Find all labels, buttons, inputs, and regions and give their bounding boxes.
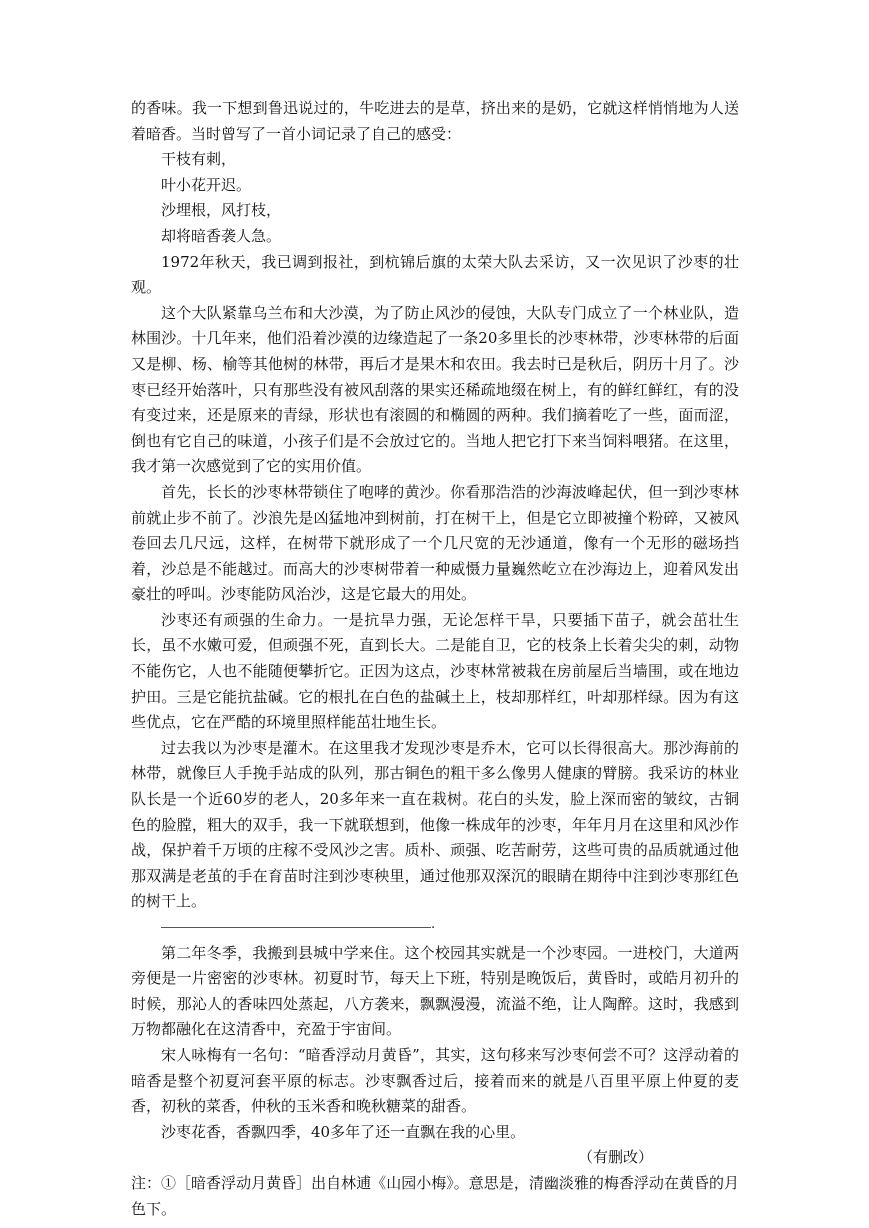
paragraph-1: 1972年秋天，我已调到报社，到杭锦后旗的太荣大队去采访，又一次见识了沙枣的壮观。	[131, 252, 739, 297]
paragraph-0: 的香味。我一下想到鲁迅说过的，牛吃进去的是草，挤出来的是奶，它就这样悄悄地为人送着暗香。当时曾写了一首小词记录了自己的感受：	[131, 99, 739, 143]
abridged-note: （有删改）	[577, 1148, 653, 1167]
blank-period: .	[431, 917, 436, 932]
paragraph-5: 过去我以为沙枣是灌木。在这里我才发现沙枣是乔木，它可以长得很高大。那沙海前的林带，就像巨人手挽手站成的队列，那古铜色的粗干多么像男人健康的臂膀。我采访的林业队长是一个近60岁的老人，20多年来一直在栽树。花白的头发，脸上深而密的皱纹，古铜色的脸膛，粗大的双手，我一下就联想到，他像一株成年的沙枣，年年月月在这里和风沙作战，保护着千万顷的庄稼不受风沙之害。质朴、顽强、吃苦耐劳，这些可贵的品质就通过他那双满是老茧的手在育苗时注到沙枣秧里，通过他那双深沉的眼睛在期待中注到沙枣那红色的树干上。	[131, 738, 739, 911]
paragraph-8: 沙枣花香，香飘四季，40多年了还一直飘在我的心里。	[161, 1122, 526, 1141]
fill-in-blank-line	[131, 915, 739, 941]
paragraph-4: 沙枣还有顽强的生命力。一是抗旱力强，无论怎样干旱，只要插下苗子，就会茁壮生长，虽不水嫩可爱，但顽强不死，直到长大。二是能自卫，它的枝条上长着尖尖的刺，动物不能伤它，人也不能随便攀折它。正因为这点，沙枣林常被栽在房前屋后当墙围，或在地边护田。三是它能抗盐碱。它的根扎在白色的盐碱土上，枝却那样红，叶却那样绿。因为有这些优点，它在严酷的环境里照样能茁壮地生长。	[131, 610, 739, 732]
paragraph-7: 宋人咏梅有一名句：“暗香浮动月黄昏”，其实，这句移来写沙枣何尝不可？这浮动着的暗香是整个初夏河套平原的标志。沙枣飘香过后，接着而来的就是八百里平原上仲夏的麦香，初秋的菜香，仲秋的玉米香和晚秋糖菜的甜香。	[131, 1045, 739, 1116]
poem-line-3: 沙埋根，风打枝，	[161, 201, 282, 220]
poem-line-4: 却将暗香袭人急。	[161, 226, 282, 245]
paragraph-6: 第二年冬季，我搬到县城中学来住。这个校园其实就是一个沙枣园。一进校门，大道两旁便是一片密密的沙枣林。初夏时节，每天上下班，特别是晚饭后，黄昏时，或皓月初升的时候，那沁人的香味四处蒸起，八方袭来，飘飘漫漫，流溢不绝，让人陶醉。这时，我感到万物都融化在这清香中，充盈于宇宙间。	[131, 943, 739, 1039]
paragraph-2: 这个大队紧靠乌兰布和大沙漠，为了防止风沙的侵蚀，大队专门成立了一个林业队，造林围沙。十几年来，他们沿着沙漠的边缘造起了一条20多里长的沙枣林带，沙枣林带的后面又是柳、杨、榆等其他树的林带，再后才是果木和农田。我去时已是秋后，阴历十月了。沙枣已经开始落叶，只有那些没有被风刮落的果实还稀疏地缀在树上，有的鲜红鲜红，有的没有变过来，还是原来的青绿，形状也有滚圆的和椭圆的两种。我们摘着吃了一些，面而涩，倒也有它自己的味道，小孩子们是不会放过它的。当地人把它打下来当饲料喂猪。在这里，我才第一次感觉到了它的实用价值。	[131, 303, 739, 476]
blank-underline	[161, 927, 431, 928]
poem-line-1: 干枝有刺，	[161, 150, 237, 169]
article-body	[131, 96, 739, 1222]
paragraph-3: 首先，长长的沙枣林带锁住了咆哮的黄沙。你看那浩浩的沙海波峰起伏，但一到沙枣林前就止步不前了。沙浪先是凶猛地冲到树前，打在树干上，但是它立即被撞个粉碎，又被风卷回去几尺远，这样，在树带下就形成了一个几尺宽的无沙通道，像有一个无形的磁场挡着，沙总是不能越过。而高大的沙枣树带着一种威慑力量巍然屹立在沙海边上，迎着风发出豪壮的呼叫。沙枣能防风治沙，这是它最大的用处。	[131, 482, 739, 604]
poem	[131, 147, 739, 249]
poem-line-2: 叶小花开迟。	[161, 175, 252, 194]
footnote: 注：①［暗香浮动月黄昏］出自林逋《山园小梅》。意思是，清幽淡雅的梅香浮动在黄昏的月色下。	[131, 1173, 739, 1218]
